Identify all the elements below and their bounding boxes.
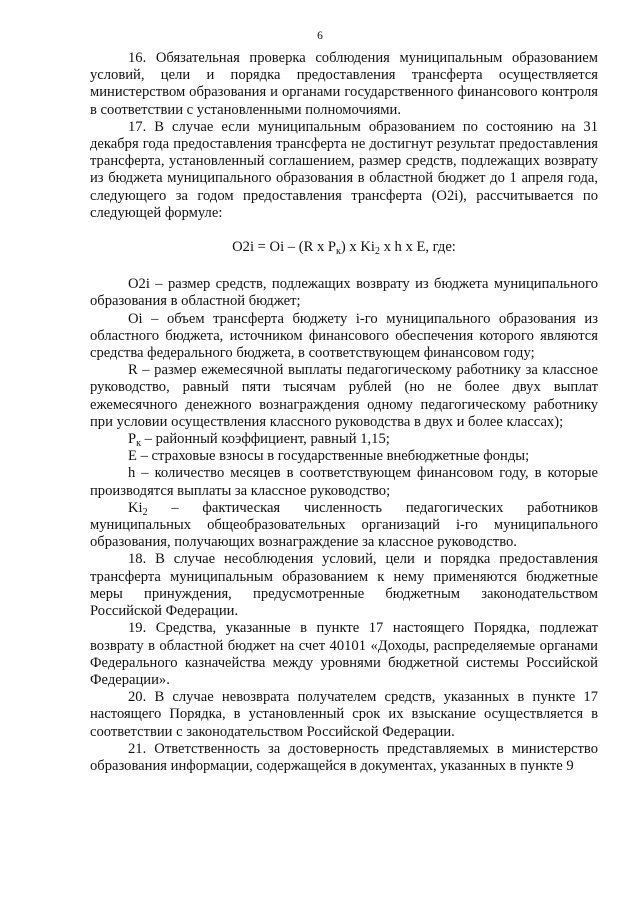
legend-oi: Oi – объем трансферта бюджету i-го муниципального образования из областного бюджета, источником финансового обеспечения которого являются средства федерального бюджета, в соответствующем финансовом году;	[90, 310, 598, 362]
legend-ki2-symbol: Ki	[128, 499, 143, 516]
paragraph-17: 17. В случае если муниципальным образованием по состоянию на 31 декабря года предоставления трансферта не достигнут результат предоставления трансферта, установленный соглашением, размер средств, подлежащих возврату из бюджета муниципального образования в областной бюджет до 1 апреля года, следующего за годом предоставления трансферта (O2i), рассчитывается по следующей формуле:	[90, 118, 598, 221]
legend-ki2	[90, 500, 598, 552]
legend-pk	[90, 431, 598, 448]
formula-part-3: x h x E, где:	[379, 239, 456, 256]
paragraph-19: 19. Средства, указанные в пункте 17 настоящего Порядка, подлежат возврату в областной бюджет на счет 40101 «Доходы, распределяемые органами Федерального казначейства между уровнями бюджетной системы Российской Федерации».	[90, 620, 598, 688]
legend-e: E – страховые взносы в государственные внебюджетные фонды;	[128, 448, 530, 465]
formula	[90, 239, 598, 256]
legend-ki2-sub: 2	[142, 506, 148, 518]
legend-h: h – количество месяцев в соответствующем финансовом году, в которые производятся выплаты за классное руководство;	[90, 465, 598, 499]
formula-part-2: ) x Ki	[340, 239, 375, 256]
formula-sub-k: к	[336, 246, 341, 258]
legend-ki2-text: – фактическая численность педагогических работников муниципальных общеобразовательных организаций i-го муниципального образования, получающих вознаграждение за классное руководство.	[90, 499, 598, 551]
formula-part-1: O2i = Oi – (R x P	[232, 239, 337, 256]
formula-sub-2: 2	[374, 246, 380, 258]
paragraph-16: 16. Обязательная проверка соблюдения муниципальным образованием условий, цели и порядка предоставления трансферта осуществляется министерством образования и органами государственного финансового контроля в соответствии с установленными полномочиями.	[90, 50, 598, 118]
paragraph-18: 18. В случае несоблюдения условий, цели и порядка предоставления трансферта муниципальным образованием к нему применяются бюджетные меры принуждения, предусмотренные бюджетным законодательством Российской Федерации.	[90, 551, 598, 620]
legend-r: R – размер ежемесячной выплаты педагогическому работнику за классное руководство, равный пяти тысячам рублей (но не более двух выплат ежемесячного денежного вознаграждения одному педагогическому работнику при условии осуществления классного руководства в двух и более классах);	[90, 362, 598, 430]
paragraph-20: 20. В случае невозврата получателем средств, указанных в пункте 17 настоящего Порядка, в установленный срок их взыскание осуществляется в соответствии с законодательством Российской Федерации.	[90, 689, 598, 740]
legend-pk-sub: к	[136, 438, 141, 450]
legend-o2i: O2i – размер средств, подлежащих возврату из бюджета муниципального образования в областной бюджет;	[90, 276, 598, 310]
page-number: 6	[317, 30, 323, 42]
legend-pk-symbol: P	[128, 431, 137, 448]
paragraph-21: 21. Ответственность за достоверность представляемых в министерство образования информации, содержащейся в документах, указанных в пункте 9	[90, 740, 598, 774]
document-body	[90, 50, 598, 775]
legend-pk-text: – районный коэффициент, равный 1,15;	[140, 431, 390, 448]
